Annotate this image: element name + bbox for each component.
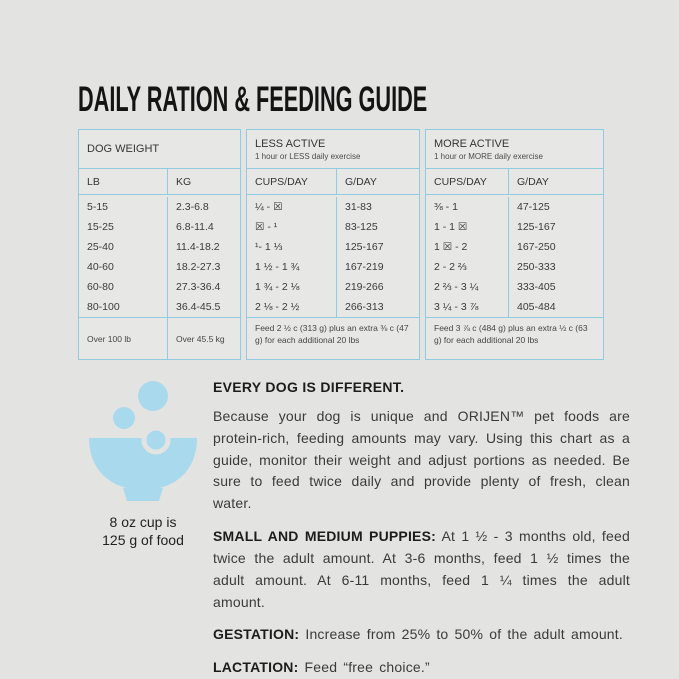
- table-cell: 15-25: [87, 221, 114, 233]
- table-body: [79, 195, 240, 318]
- table-cell: ¹- 1 ⅓: [255, 241, 283, 253]
- gestation-note: [213, 624, 630, 646]
- group-header-label: DOG WEIGHT: [87, 143, 160, 155]
- group-dog-weight: [78, 129, 241, 360]
- col-header-g-day: G/DAY: [517, 175, 549, 188]
- table-cell: 125-167: [345, 241, 384, 253]
- col-header-lb: LB: [79, 169, 168, 194]
- table-cell: 2 ⅛ - 2 ½: [255, 301, 300, 313]
- table-cell: 405-484: [517, 301, 556, 313]
- table-cell: 2 ⅔ - 3 ¼: [434, 281, 479, 293]
- group-header: [247, 130, 419, 169]
- column-header-row: [247, 169, 419, 195]
- cup-measure-column: [78, 377, 208, 679]
- info-heading: EVERY DOG IS DIFFERENT.: [213, 379, 405, 395]
- group-header-subtitle: 1 hour or MORE daily exercise: [434, 151, 543, 161]
- group-header-subtitle: 1 hour or LESS daily exercise: [255, 151, 361, 161]
- table-body: [247, 195, 419, 318]
- info-text-column: [213, 377, 630, 679]
- table-cell: 80-100: [87, 301, 120, 313]
- table-cell: 125-167: [517, 221, 556, 233]
- cup-caption: [102, 513, 184, 549]
- table-cell: 167-250: [517, 241, 556, 253]
- puppies-note: [213, 526, 630, 613]
- kibble-circle-icon: [113, 407, 135, 429]
- page-title: DAILY RATION & FEEDING GUIDE: [78, 80, 428, 119]
- table-cell: ☒ - ¹: [255, 221, 278, 233]
- footer-note: Feed 3 ⅞ c (484 g) plus an extra ½ c (63 g) for each additional 20 lbs: [434, 323, 588, 346]
- table-cell: 83-125: [345, 221, 378, 233]
- lactation-lead: LACTATION:: [213, 659, 299, 676]
- table-cell: 47-125: [517, 201, 550, 213]
- group-header-label: LESS ACTIVE: [255, 137, 326, 150]
- table-cell: 3 ¼ - 3 ⅞: [434, 301, 479, 313]
- group-more-active: [425, 129, 604, 360]
- bowl-foot: [123, 488, 163, 501]
- info-paragraph: Because your dog is unique and ORIJEN™ pet foods are protein-rich, feeding amounts may vary. Using this chart as a guide, monitor their weight and adjust portions as needed. Be sure to feed twice daily and provide plenty of fresh, clean water.: [213, 408, 630, 512]
- table-footer-row: [247, 318, 419, 359]
- col-header-cups-day: CUPS/DAY: [247, 169, 337, 194]
- table-cell: 2.3-6.8: [176, 201, 209, 213]
- table-cell: 36.4-45.5: [176, 301, 221, 313]
- table-cell: 1 ¾ - 2 ⅛: [255, 281, 300, 293]
- kibble-circle-icon: [138, 381, 168, 411]
- table-cell: 2 - 2 ⅔: [434, 261, 467, 273]
- table-cell: 333-405: [517, 281, 556, 293]
- gestation-text: Increase from 25% to 50% of the adult amount.: [299, 626, 623, 643]
- column-header-row: [426, 169, 603, 195]
- table-cell: 31-83: [345, 201, 372, 213]
- footer-note: Feed 2 ½ c (313 g) plus an extra ⅜ c (47 g) for each additional 20 lbs: [255, 323, 409, 346]
- col-header-kg: KG: [176, 175, 192, 188]
- table-cell: 266-313: [345, 301, 384, 313]
- gestation-lead: GESTATION:: [213, 626, 300, 643]
- table-cell: ⅜ - 1: [434, 201, 458, 213]
- table-cell: 40-60: [87, 261, 114, 273]
- lactation-note: [213, 657, 630, 679]
- table-cell: 25-40: [87, 241, 114, 253]
- content-area: [78, 82, 630, 679]
- group-header: [426, 130, 603, 169]
- table-cell: 5-15: [87, 201, 109, 213]
- table-cell: 6.8-11.4: [176, 221, 214, 233]
- footer-cell: Over 100 lb: [79, 318, 168, 359]
- cup-caption-line1: 8 oz cup is: [109, 514, 177, 530]
- table-footer-row: [79, 318, 240, 359]
- food-bowl-icon: [87, 380, 199, 502]
- table-cell: 11.4-18.2: [176, 241, 220, 253]
- table-cell: 1 ☒ - 2: [434, 241, 468, 253]
- table-body: [426, 195, 603, 318]
- lactation-text: Feed “free choice.”: [298, 659, 430, 676]
- table-cell: ¼ - ☒: [255, 201, 283, 213]
- table-cell: 18.2-27.3: [176, 261, 221, 273]
- table-cell: 1 - 1 ☒: [434, 221, 468, 233]
- table-cell: 1 ½ - 1 ¾: [255, 261, 300, 273]
- puppies-text: At 1 ½ - 3 months old, feed twice the adult amount. At 3-6 months, feed 1 ½ times the adult amount. At 6-11 months, feed 1 ¼ times the adult amount.: [213, 528, 630, 610]
- col-header-g-day: G/DAY: [345, 175, 377, 188]
- table-footer-row: [426, 318, 603, 359]
- group-header: [79, 130, 240, 169]
- col-header-cups-day: CUPS/DAY: [426, 169, 509, 194]
- group-header-label: MORE ACTIVE: [434, 137, 510, 150]
- table-cell: 60-80: [87, 281, 114, 293]
- group-less-active: [246, 129, 420, 360]
- table-cell: 27.3-36.4: [176, 281, 221, 293]
- table-cell: 250-333: [517, 261, 556, 273]
- table-cell: 167-219: [345, 261, 384, 273]
- table-cell: 219-266: [345, 281, 384, 293]
- cup-caption-line2: 125 g of food: [102, 532, 184, 549]
- puppies-lead: SMALL AND MEDIUM PUPPIES:: [213, 528, 436, 545]
- kibble-circle-icon: [144, 428, 168, 452]
- feeding-table: [78, 129, 630, 360]
- info-section: [78, 377, 630, 679]
- column-header-row: [79, 169, 240, 195]
- footer-cell: Over 45.5 kg: [176, 333, 225, 344]
